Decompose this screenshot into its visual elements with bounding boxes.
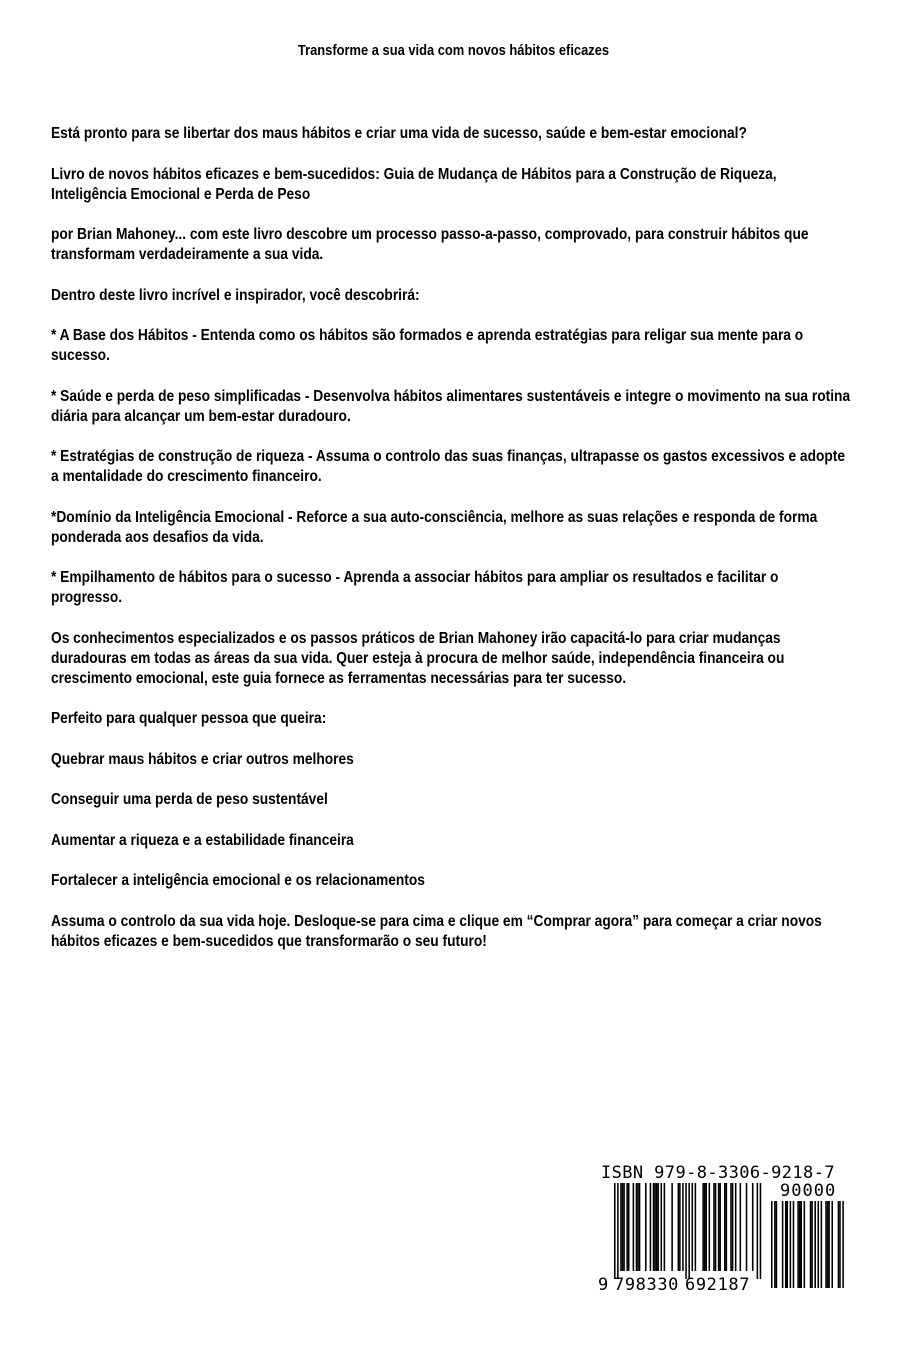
paragraph-inside-book: Dentro deste livro incrível e inspirador, você descobrirá:: [51, 286, 420, 304]
barcode-bar: [732, 1183, 734, 1271]
barcode-addon-bar: [799, 1201, 801, 1288]
list-item-wealth: Aumentar a riqueza e a estabilidade financeira: [51, 831, 354, 849]
barcode-bar: [705, 1183, 707, 1271]
barcode-bar: [654, 1183, 656, 1271]
barcode-addon-bar: [814, 1201, 816, 1288]
barcode-bar: [740, 1183, 742, 1271]
page-title: Transforme a sua vida com novos hábitos eficazes: [297, 42, 610, 59]
barcode-addon-bar: [839, 1201, 841, 1288]
barcode-bar: [688, 1183, 690, 1279]
barcode-bar: [636, 1183, 638, 1271]
barcode-bar: [650, 1183, 652, 1271]
barcode-addon-bar: [771, 1201, 773, 1288]
list-item-weight-loss: Conseguir uma perda de peso sustentável: [51, 791, 328, 808]
barcode-bar: [735, 1183, 737, 1271]
barcode-bar: [617, 1183, 619, 1279]
barcode-bar: [730, 1183, 732, 1271]
barcode-addon-bar: [828, 1201, 830, 1288]
barcode-bar: [628, 1183, 630, 1271]
barcode-bar: [637, 1183, 639, 1271]
barcode-addon-bar: [787, 1201, 789, 1288]
paragraph-expertise: Os conhecimentos especializados e os passos práticos de Brian Mahoney irão capacitá-lo para criar mudanças duradouras em todas as áreas da sua vida. Quer esteja à procura de melhor saúde, independência financeira ou crescimento emocional, este guia fornece as ferramentas necessárias para ter sucesso.: [51, 629, 785, 687]
barcode-bar: [718, 1183, 720, 1271]
barcode-bar: [620, 1183, 622, 1271]
barcode-bar: [682, 1183, 684, 1271]
barcode-addon-bar: [831, 1201, 833, 1288]
isbn-label: ISBN 979-8-3306-9218-7: [601, 1163, 835, 1183]
barcode-addon-bar: [804, 1201, 806, 1288]
barcode-digit-first: 9: [598, 1275, 609, 1295]
barcode-bar: [760, 1183, 762, 1279]
paragraph-author: por Brian Mahoney... com este livro descobre um processo passo-a-passo, comprovado, para construir hábitos que transformam verdadeiramente a sua vida.: [51, 226, 809, 263]
barcode-addon-bar: [810, 1201, 812, 1288]
barcode-bar: [639, 1183, 641, 1271]
barcode-bar: [719, 1183, 721, 1271]
barcode-addon-bar: [782, 1201, 784, 1288]
barcode-bar: [713, 1183, 715, 1271]
barcode-bar: [671, 1183, 673, 1271]
barcode-addon-bar: [797, 1201, 799, 1288]
barcode-bar: [692, 1183, 694, 1271]
barcode-addon-bar: [842, 1201, 844, 1288]
barcode-bar: [623, 1183, 625, 1271]
barcode-bar: [752, 1183, 754, 1271]
bullet-habit-stacking: * Empilhamento de hábitos para o sucesso - Aprenda a associar hábitos para ampliar os resultados e facilitar o progresso.: [51, 569, 779, 606]
barcode-bar: [664, 1183, 666, 1271]
barcode-bar: [726, 1183, 728, 1271]
barcode-bar: [685, 1183, 687, 1279]
list-item-break-habits: Quebrar maus hábitos e criar outros melhores: [51, 750, 354, 768]
barcode-addon-bar: [838, 1201, 840, 1288]
barcode-addon-bar: [774, 1201, 776, 1288]
barcode-addon-bar: [811, 1201, 813, 1288]
barcode-bar: [633, 1183, 635, 1271]
barcode-addon-bar: [793, 1201, 795, 1288]
barcode-addon-bar: [821, 1201, 823, 1288]
isbn-barcode: [598, 1163, 853, 1293]
barcode-addon-bar: [818, 1201, 820, 1288]
barcode-bar: [645, 1183, 647, 1271]
barcode-bar: [704, 1183, 706, 1271]
list-item-emotional: Fortalecer a inteligência emocional e os relacionamentos: [51, 872, 425, 889]
paragraph-book-title: Livro de novos hábitos eficazes e bem-sucedidos: Guia de Mudança de Hábitos para a Construção de Riqueza, Inteligência Emocional e Perda de Peso: [51, 165, 777, 203]
barcode-addon-bar: [785, 1201, 787, 1288]
barcode-bar: [614, 1183, 616, 1279]
barcode-bar: [709, 1183, 711, 1271]
barcode-bar: [661, 1183, 663, 1271]
barcode-bar: [678, 1183, 680, 1271]
price-code: 90000: [780, 1181, 837, 1201]
barcode-addon-bar: [800, 1201, 802, 1288]
barcode-addon-bar: [790, 1201, 792, 1288]
bullet-emotional-intelligence: *Domínio da Inteligência Emocional - Reforce a sua auto-consciência, melhore as suas relações e responda de forma ponderada aos desafios da vida.: [51, 508, 818, 546]
barcode-bar: [695, 1183, 697, 1271]
barcode-bar: [757, 1183, 759, 1279]
barcode-bar: [746, 1183, 748, 1271]
barcode-addon-bar: [776, 1201, 778, 1288]
bullet-health-weight: * Saúde e perda de peso simplificadas - Desenvolva hábitos alimentares sustentáveis e integre o movimento na sua rotina diária para alcançar um bem-estar duradouro.: [51, 387, 851, 425]
barcode-addon-bar: [825, 1201, 827, 1288]
barcode-addon-bar: [827, 1201, 829, 1288]
description-body: [51, 124, 851, 972]
barcode-bar: [724, 1183, 726, 1271]
bullet-wealth: * Estratégias de construção de riqueza - Assuma o controlo das suas finanças, ultrapasse os gastos excessivos e adopte a mentalidade do crescimento financeiro.: [51, 448, 846, 485]
barcode-bar: [679, 1183, 681, 1271]
barcode-bar: [656, 1183, 658, 1271]
barcode-bar: [702, 1183, 704, 1271]
bullet-habit-base: * A Base dos Hábitos - Entenda como os hábitos são formados e aprenda estratégias para religar sua mente para o sucesso.: [51, 327, 804, 364]
barcode-digits: [598, 1275, 750, 1295]
barcode-bar: [622, 1183, 624, 1271]
paragraph-intro-question: Está pronto para se libertar dos maus hábitos e criar uma vida de sucesso, saúde e bem-estar emocional?: [51, 125, 747, 142]
barcode-bar: [626, 1183, 628, 1271]
barcode-bar: [715, 1183, 717, 1271]
barcode-bar: [657, 1183, 659, 1271]
barcode-bar: [653, 1183, 655, 1271]
paragraph-call-to-action: Assuma o controlo da sua vida hoje. Desloque-se para cima e clique em “Comprar agora” para começar a criar novos hábitos eficazes e bem-sucedidos que transformarão o seu futuro!: [51, 912, 822, 950]
barcode-digit-group-left: 798330: [614, 1275, 680, 1295]
paragraph-perfect-for: Perfeito para qualquer pessoa que queira:: [51, 710, 327, 727]
barcode-digit-group-right: 692187: [685, 1275, 751, 1295]
